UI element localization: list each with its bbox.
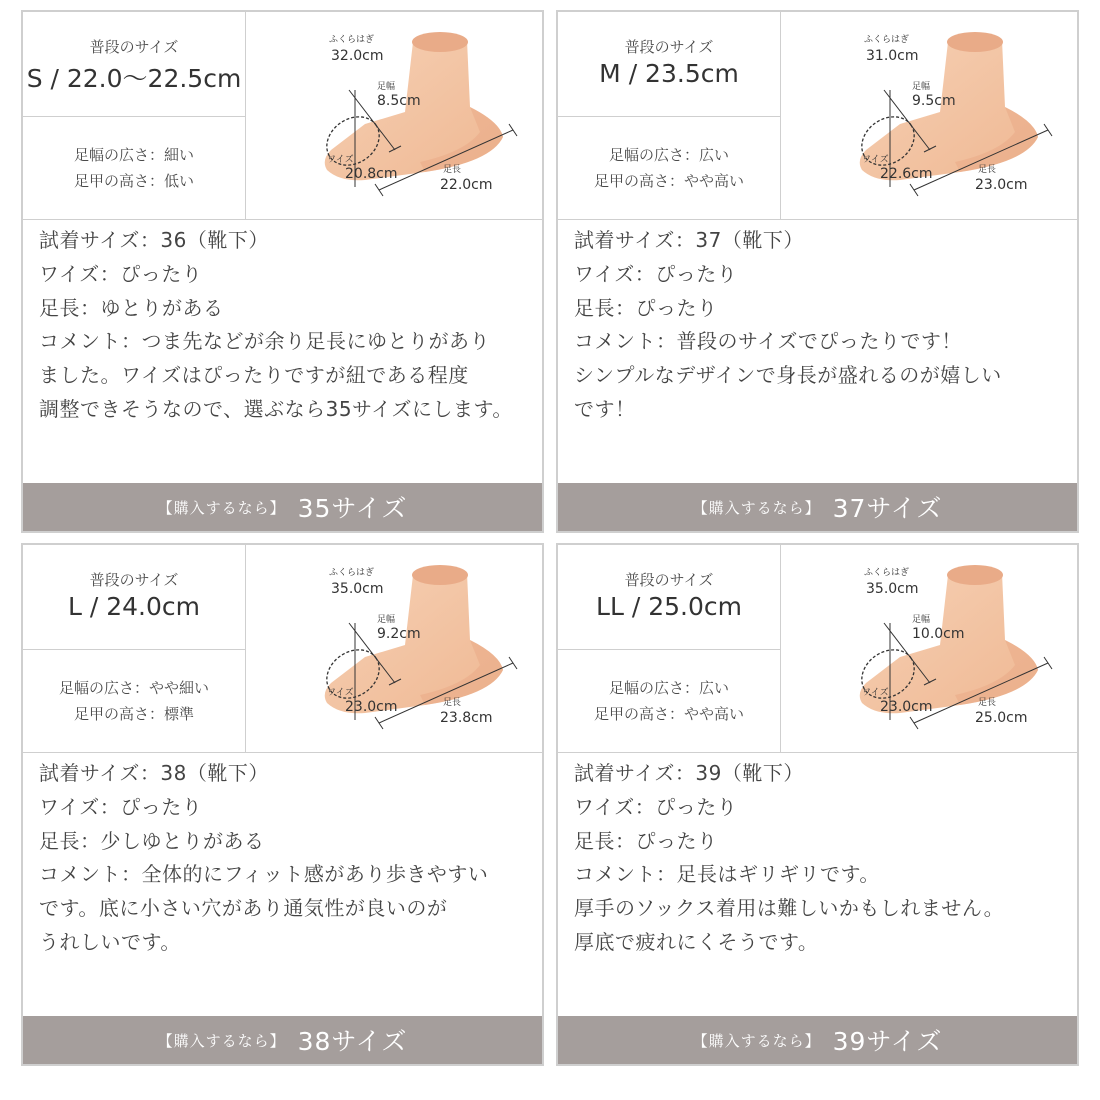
comment-line: 足長：少しゆとりがある: [39, 828, 265, 853]
calf-label: ふくらはぎ: [329, 35, 375, 45]
usual-size-cell: [558, 12, 781, 117]
foot-width-value: 10.0cm: [912, 626, 965, 642]
comment-line: 足長：ゆとりがある: [39, 295, 224, 320]
length-value: 23.8cm: [440, 710, 493, 726]
usual-size-cell: [23, 545, 246, 650]
foot-illustration: [780, 12, 1079, 219]
size-info-panel: [23, 545, 542, 753]
length-value: 23.0cm: [975, 177, 1028, 193]
review-card: [556, 10, 1079, 533]
comment-line: コメント：普段のサイズでぴったりです！: [574, 329, 962, 354]
calf-label: ふくらはぎ: [864, 568, 910, 578]
purchase-label: 【購入するなら】: [157, 498, 286, 517]
usual-size-caption: 普段のサイズ: [624, 571, 714, 589]
purchase-label: 【購入するなら】: [692, 1031, 821, 1050]
foot-illustration: [245, 12, 544, 219]
foot-width-value: 9.5cm: [912, 93, 956, 109]
length-label: 足長: [978, 165, 997, 175]
review-card: [556, 543, 1079, 1066]
length-label: 足長: [443, 165, 462, 175]
foot-width-value: 8.5cm: [377, 93, 421, 109]
wise-value: 22.6cm: [880, 166, 933, 182]
instep-height-text: 足甲の高さ：標準: [73, 704, 194, 723]
review-comment: [39, 224, 538, 427]
comment-line: ワイズ：ぴったり: [574, 794, 738, 819]
usual-size-cell: [23, 12, 246, 117]
comment-line: シンプルなデザインで身長が盛れるのが嬉しい: [574, 363, 1002, 388]
comment-line: 厚底で疲れにくそうです。: [574, 929, 819, 954]
comment-line: コメント：全体的にフィット感があり歩きやすい: [39, 862, 489, 887]
comment-line: ワイズ：ぴったり: [574, 261, 738, 286]
usual-size-value: M / 23.5cm: [599, 59, 739, 88]
comment-line: 足長：ぴったり: [574, 828, 718, 853]
calf-label: ふくらはぎ: [864, 35, 910, 45]
instep-height-text: 足甲の高さ：低い: [73, 171, 194, 190]
foot-width-text: 足幅の広さ：やや細い: [58, 678, 209, 697]
purchase-recommendation-bar: [23, 1016, 542, 1064]
comment-line: 足長：ぴったり: [574, 295, 718, 320]
comment-line: うれしいです。: [39, 929, 181, 954]
comment-line: コメント：足長はギリギリです。: [574, 862, 880, 887]
foot-width-label: 足幅: [377, 82, 396, 92]
purchase-recommendation-bar: [558, 1016, 1077, 1064]
purchase-label: 【購入するなら】: [157, 1031, 286, 1050]
comment-line: 試着サイズ：39（靴下）: [574, 761, 804, 785]
usual-size-caption: 普段のサイズ: [89, 571, 179, 589]
comment-line: コメント：つま先などが余り足長にゆとりがあり: [39, 329, 490, 354]
foot-width-label: 足幅: [912, 82, 931, 92]
foot-illustration: [245, 545, 544, 752]
calf-label: ふくらはぎ: [329, 568, 375, 578]
foot-shape-cell: [23, 116, 246, 219]
foot-width-text: 足幅の広さ：細い: [73, 145, 194, 164]
usual-size-value: L / 24.0cm: [67, 592, 200, 621]
size-info-panel: [558, 12, 1077, 220]
purchase-label: 【購入するなら】: [692, 498, 821, 517]
foot-illustration: [780, 545, 1079, 752]
wise-label: ワイズ: [327, 688, 354, 698]
foot-shape-cell: [23, 649, 246, 752]
purchase-size: 38サイズ: [297, 1027, 408, 1056]
foot-shape-cell: [558, 649, 781, 752]
foot-width-value: 9.2cm: [377, 626, 421, 642]
usual-size-cell: [558, 545, 781, 650]
usual-size-caption: 普段のサイズ: [89, 38, 179, 56]
foot-width-text: 足幅の広さ：広い: [608, 145, 729, 164]
length-label: 足長: [978, 698, 997, 708]
comment-line: です。底に小さい穴があり通気性が良いのが: [39, 896, 448, 921]
calf-value: 32.0cm: [331, 48, 384, 64]
foot-width-text: 足幅の広さ：広い: [608, 678, 729, 697]
foot-width-label: 足幅: [377, 615, 396, 625]
review-card: [21, 543, 544, 1066]
purchase-recommendation-bar: [23, 483, 542, 531]
instep-height-text: 足甲の高さ：やや高い: [593, 704, 744, 723]
purchase-size: 39サイズ: [832, 1027, 943, 1056]
length-value: 22.0cm: [440, 177, 493, 193]
calf-value: 35.0cm: [331, 581, 384, 597]
review-comment: [574, 224, 1073, 427]
comment-line: ワイズ：ぴったり: [39, 261, 203, 286]
comment-line: ました。ワイズはぴったりですが紐である程度: [39, 363, 469, 388]
comment-line: 調整できそうなので、選ぶなら35サイズにします。: [39, 396, 513, 421]
purchase-size: 35サイズ: [297, 494, 408, 523]
comment-line: です！: [574, 396, 636, 421]
calf-value: 31.0cm: [866, 48, 919, 64]
usual-size-value: S / 22.0〜22.5cm: [26, 64, 242, 93]
size-info-panel: [23, 12, 542, 220]
comment-line: 試着サイズ：38（靴下）: [39, 761, 269, 785]
wise-value: 23.0cm: [880, 699, 933, 715]
wise-label: ワイズ: [862, 155, 889, 165]
instep-height-text: 足甲の高さ：やや高い: [593, 171, 744, 190]
calf-value: 35.0cm: [866, 581, 919, 597]
wise-value: 20.8cm: [345, 166, 398, 182]
size-info-panel: [558, 545, 1077, 753]
comment-line: 試着サイズ：36（靴下）: [39, 228, 269, 252]
review-card: [21, 10, 544, 533]
foot-width-label: 足幅: [912, 615, 931, 625]
comment-line: 試着サイズ：37（靴下）: [574, 228, 804, 252]
review-comment: [574, 757, 1073, 960]
comment-line: 厚手のソックス着用は難しいかもしれません。: [574, 896, 1005, 921]
usual-size-caption: 普段のサイズ: [624, 38, 714, 56]
wise-label: ワイズ: [862, 688, 889, 698]
wise-label: ワイズ: [327, 155, 354, 165]
foot-shape-cell: [558, 116, 781, 219]
purchase-size: 37サイズ: [832, 494, 943, 523]
review-comment: [39, 757, 538, 960]
wise-value: 23.0cm: [345, 699, 398, 715]
purchase-recommendation-bar: [558, 483, 1077, 531]
length-label: 足長: [443, 698, 462, 708]
comment-line: ワイズ：ぴったり: [39, 794, 203, 819]
length-value: 25.0cm: [975, 710, 1028, 726]
usual-size-value: LL / 25.0cm: [596, 592, 742, 621]
